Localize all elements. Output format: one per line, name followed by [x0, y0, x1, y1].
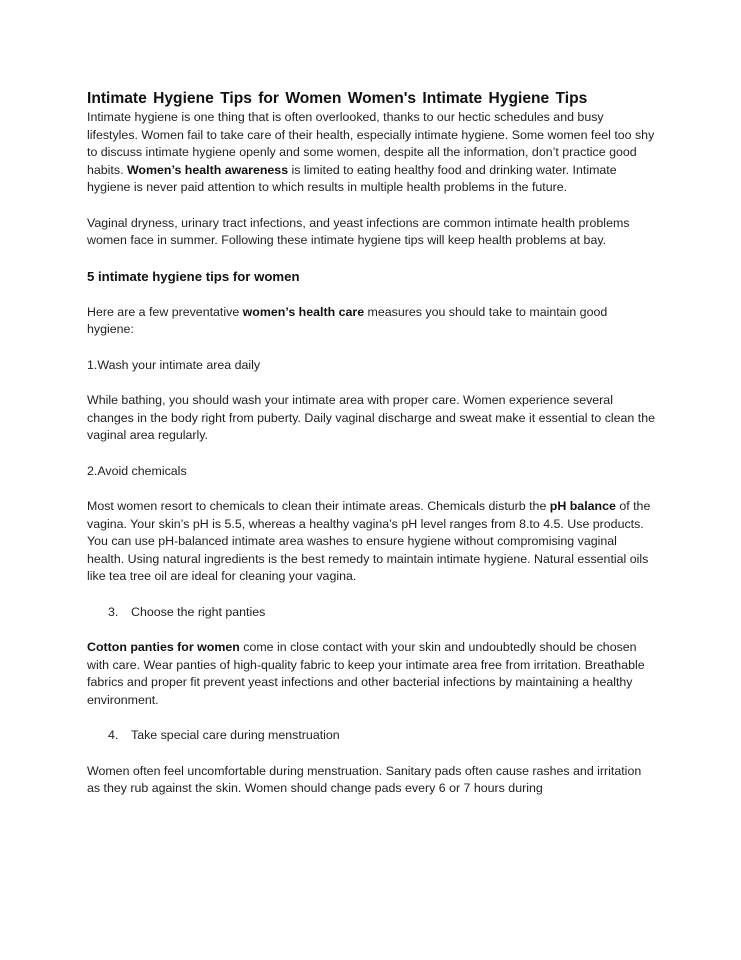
- tip-3-heading-text: Choose the right panties: [131, 604, 266, 619]
- tip-1-body: While bathing, you should wash your intimate area with proper care. Women experience several changes in the body right from puberty. Daily vaginal discharge and sweat make it essential to clean the vaginal area regularly.: [87, 393, 655, 442]
- page-title: Intimate Hygiene Tips for Women Women's Intimate Hygiene Tips: [87, 90, 588, 107]
- womens-health-awareness-text: Women’s health awareness: [126, 162, 289, 177]
- lead-text-b: measures you should take to maintain good hygiene:: [87, 304, 608, 336]
- tip-3-heading: [87, 604, 657, 622]
- tip-1-heading: 1.Wash your intimate area daily: [87, 357, 261, 372]
- tip-2-text-a: Most women resort to chemicals to clean their intimate areas. Chemicals disturb the: [87, 499, 550, 513]
- tip-2-heading: 2.Avoid chemicals: [87, 463, 187, 478]
- ph-balance-text: pH balance: [549, 499, 616, 513]
- tip-2-body: [87, 498, 657, 586]
- tip-3-body: [87, 639, 657, 709]
- intro-text-a: Intimate hygiene is one thing that is often overlooked, thanks to our hectic schedules and busy lifestyles. Women fail to take care of their health, especially intimate hygiene. Some women feel too shy to discuss intimate hygiene openly and some women, despite all the information, don’t practice good habits.: [87, 110, 655, 177]
- tip-2-text-b: of the vagina. Your skin’s pH is 5.5, whereas a healthy vagina’s pH level ranges from 8.to 4.5. Use products. You can use pH-balanced intimate area washes to ensure hygiene without compromising vaginal health. Using natural ingredients is the best remedy to maintain intimate hygiene. Natural essential oils like tea tree oil are ideal for cleaning your vagina.: [87, 499, 651, 583]
- lead-text-a: Here are a few preventative: [87, 304, 243, 319]
- intro-paragraph-2: Vaginal dryness, urinary tract infections, and yeast infections are common intimate health problems women face in summer. Following these intimate hygiene tips will keep health problems at bay.: [87, 215, 630, 247]
- tip-4-heading: [87, 727, 657, 745]
- tip-4-body: Women often feel uncomfortable during menstruation. Sanitary pads often cause rashes and irritation as they rub against the skin. Women should change pads every 6 or 7 hours during: [87, 763, 642, 795]
- intro-text-b: is limited to eating healthy food and drinking water. Intimate hygiene is never paid attention to which results in multiple health problems in the future.: [87, 162, 617, 194]
- intro-paragraph-1: [87, 109, 657, 197]
- womens-health-care-text: women’s health care: [242, 304, 365, 319]
- section-heading: 5 intimate hygiene tips for women: [87, 268, 300, 284]
- document-content: [87, 89, 657, 798]
- tip-4-heading-text: Take special care during menstruation: [131, 728, 340, 742]
- cotton-panties-text: Cotton panties for women: [87, 640, 240, 654]
- tip-3-text: come in close contact with your skin and undoubtedly should be chosen with care. Wear panties of high-quality fabric to keep your intimate area free from irritation. Breathable fabrics and proper fit prevent yeast infections and other bacterial infections by maintaining a healthy environment.: [87, 640, 645, 707]
- lead-paragraph: [87, 304, 657, 339]
- tip-4-number: 4.: [108, 728, 119, 742]
- tip-3-number: 3.: [108, 604, 119, 619]
